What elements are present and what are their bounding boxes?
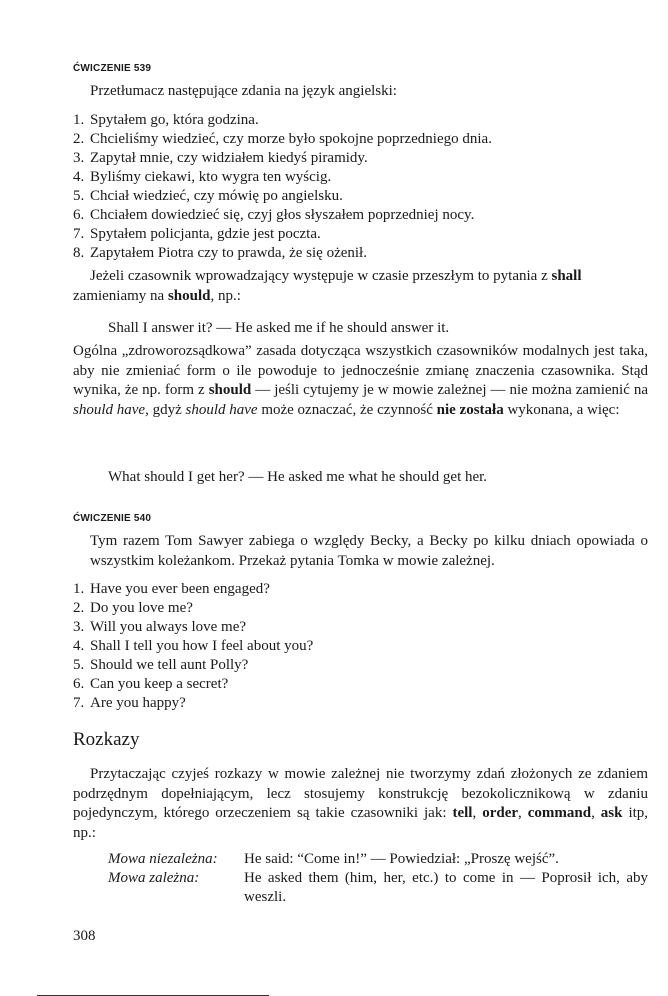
item-text: Will you always love me? bbox=[90, 619, 247, 635]
item-text: Have you ever been engaged? bbox=[90, 581, 270, 597]
item-text: Spytałem policjanta, gdzie jest poczta. bbox=[90, 226, 321, 242]
item-text: Spytałem go, która godzina. bbox=[90, 112, 259, 128]
item-number: 1. bbox=[73, 112, 85, 128]
item-text: Zapytałem Piotra czy to prawda, że się ożenił. bbox=[90, 245, 367, 261]
item-number: 4. bbox=[73, 638, 85, 654]
modal-rule-paragraph: Ogólna „zdroworozsądkowa” zasada dotycząca wszystkich czasowników modalnych jest taka, aby nie zmieniać form o ile powoduje to jednocześnie zmianę znaczenia czasownika. Stąd wynika, że np. form z should — jeśli cytujemy je w mowie zależnej — nie można zamienić na should have, gdyż should have może oznaczać, że czynność nie została wykonana, a więc: bbox=[73, 343, 648, 418]
example-label: Mowa niezależna: bbox=[108, 851, 218, 867]
exercise-539-instruction: Przetłumacz następujące zdania na język angielski: bbox=[90, 83, 397, 99]
example-label: Mowa zależna: bbox=[108, 870, 200, 886]
item-text: Zapytał mnie, czy widziałem kiedyś piramidy. bbox=[90, 150, 368, 166]
item-text: Can you keep a secret? bbox=[90, 676, 229, 692]
item-text: Chcieliśmy wiedzieć, czy morze było spokojne poprzedniego dnia. bbox=[90, 131, 492, 147]
item-number: 2. bbox=[73, 131, 85, 147]
item-number: 3. bbox=[73, 150, 85, 166]
section-title-rozkazy: Rozkazy bbox=[73, 729, 140, 750]
exercise-540-instruction: Tym razem Tom Sawyer zabiega o względy Becky, a Becky po kilku dniach opowiada o wszystkim koleżankom. Przekaż pytania Tomka w mowie zależnej. bbox=[90, 533, 648, 569]
should-example: What should I get her? — He asked me what he should get her. bbox=[108, 469, 488, 485]
example-text: He said: “Come in!” — Powiedział: „Proszę wejść”. bbox=[244, 851, 559, 867]
item-number: 7. bbox=[73, 695, 85, 711]
shall-rule-paragraph: Jeżeli czasownik wprowadzający występuje w czasie przeszłym to pytania z shall zamieniamy na should, np.: bbox=[73, 268, 582, 304]
item-number: 6. bbox=[73, 207, 85, 223]
item-number: 6. bbox=[73, 676, 85, 692]
item-number: 4. bbox=[73, 169, 85, 185]
item-text: Byliśmy ciekawi, kto wygra ten wyścig. bbox=[90, 169, 332, 185]
example-text: He asked them (him, her, etc.) to come in — Poprosił ich, aby weszli. bbox=[244, 870, 648, 905]
item-text: Are you happy? bbox=[90, 695, 186, 711]
item-text: Chciałem dowiedzieć się, czyj głos słyszałem poprzedniej nocy. bbox=[90, 207, 475, 223]
item-number: 2. bbox=[73, 600, 85, 616]
shall-example: Shall I answer it? — He asked me if he should answer it. bbox=[108, 320, 450, 336]
item-text: Chciał wiedzieć, czy mówię po angielsku. bbox=[90, 188, 343, 204]
exercise-539-heading: ĆWICZENIE 539 bbox=[73, 63, 152, 74]
rozkazy-paragraph: Przytaczając czyjeś rozkazy w mowie zależnej nie tworzymy zdań złożonych ze zdaniem podrzędnym dopełniającym, lecz stosujemy konstrukcję bezokolicznikową w zdaniu pojedynczym, którego orzeczeniem są takie czasowniki jak: tell, order, command, ask itp, np.: bbox=[73, 766, 649, 841]
item-number: 5. bbox=[73, 188, 85, 204]
item-number: 3. bbox=[73, 619, 85, 635]
item-number: 7. bbox=[73, 226, 85, 242]
item-text: Do you love me? bbox=[90, 600, 193, 616]
item-number: 5. bbox=[73, 657, 85, 673]
item-text: Shall I tell you how I feel about you? bbox=[90, 638, 314, 654]
item-number: 8. bbox=[73, 245, 85, 261]
exercise-540-heading: ĆWICZENIE 540 bbox=[73, 513, 152, 524]
item-number: 1. bbox=[73, 581, 85, 597]
page-number: 308 bbox=[73, 928, 96, 944]
item-text: Should we tell aunt Polly? bbox=[90, 657, 249, 673]
